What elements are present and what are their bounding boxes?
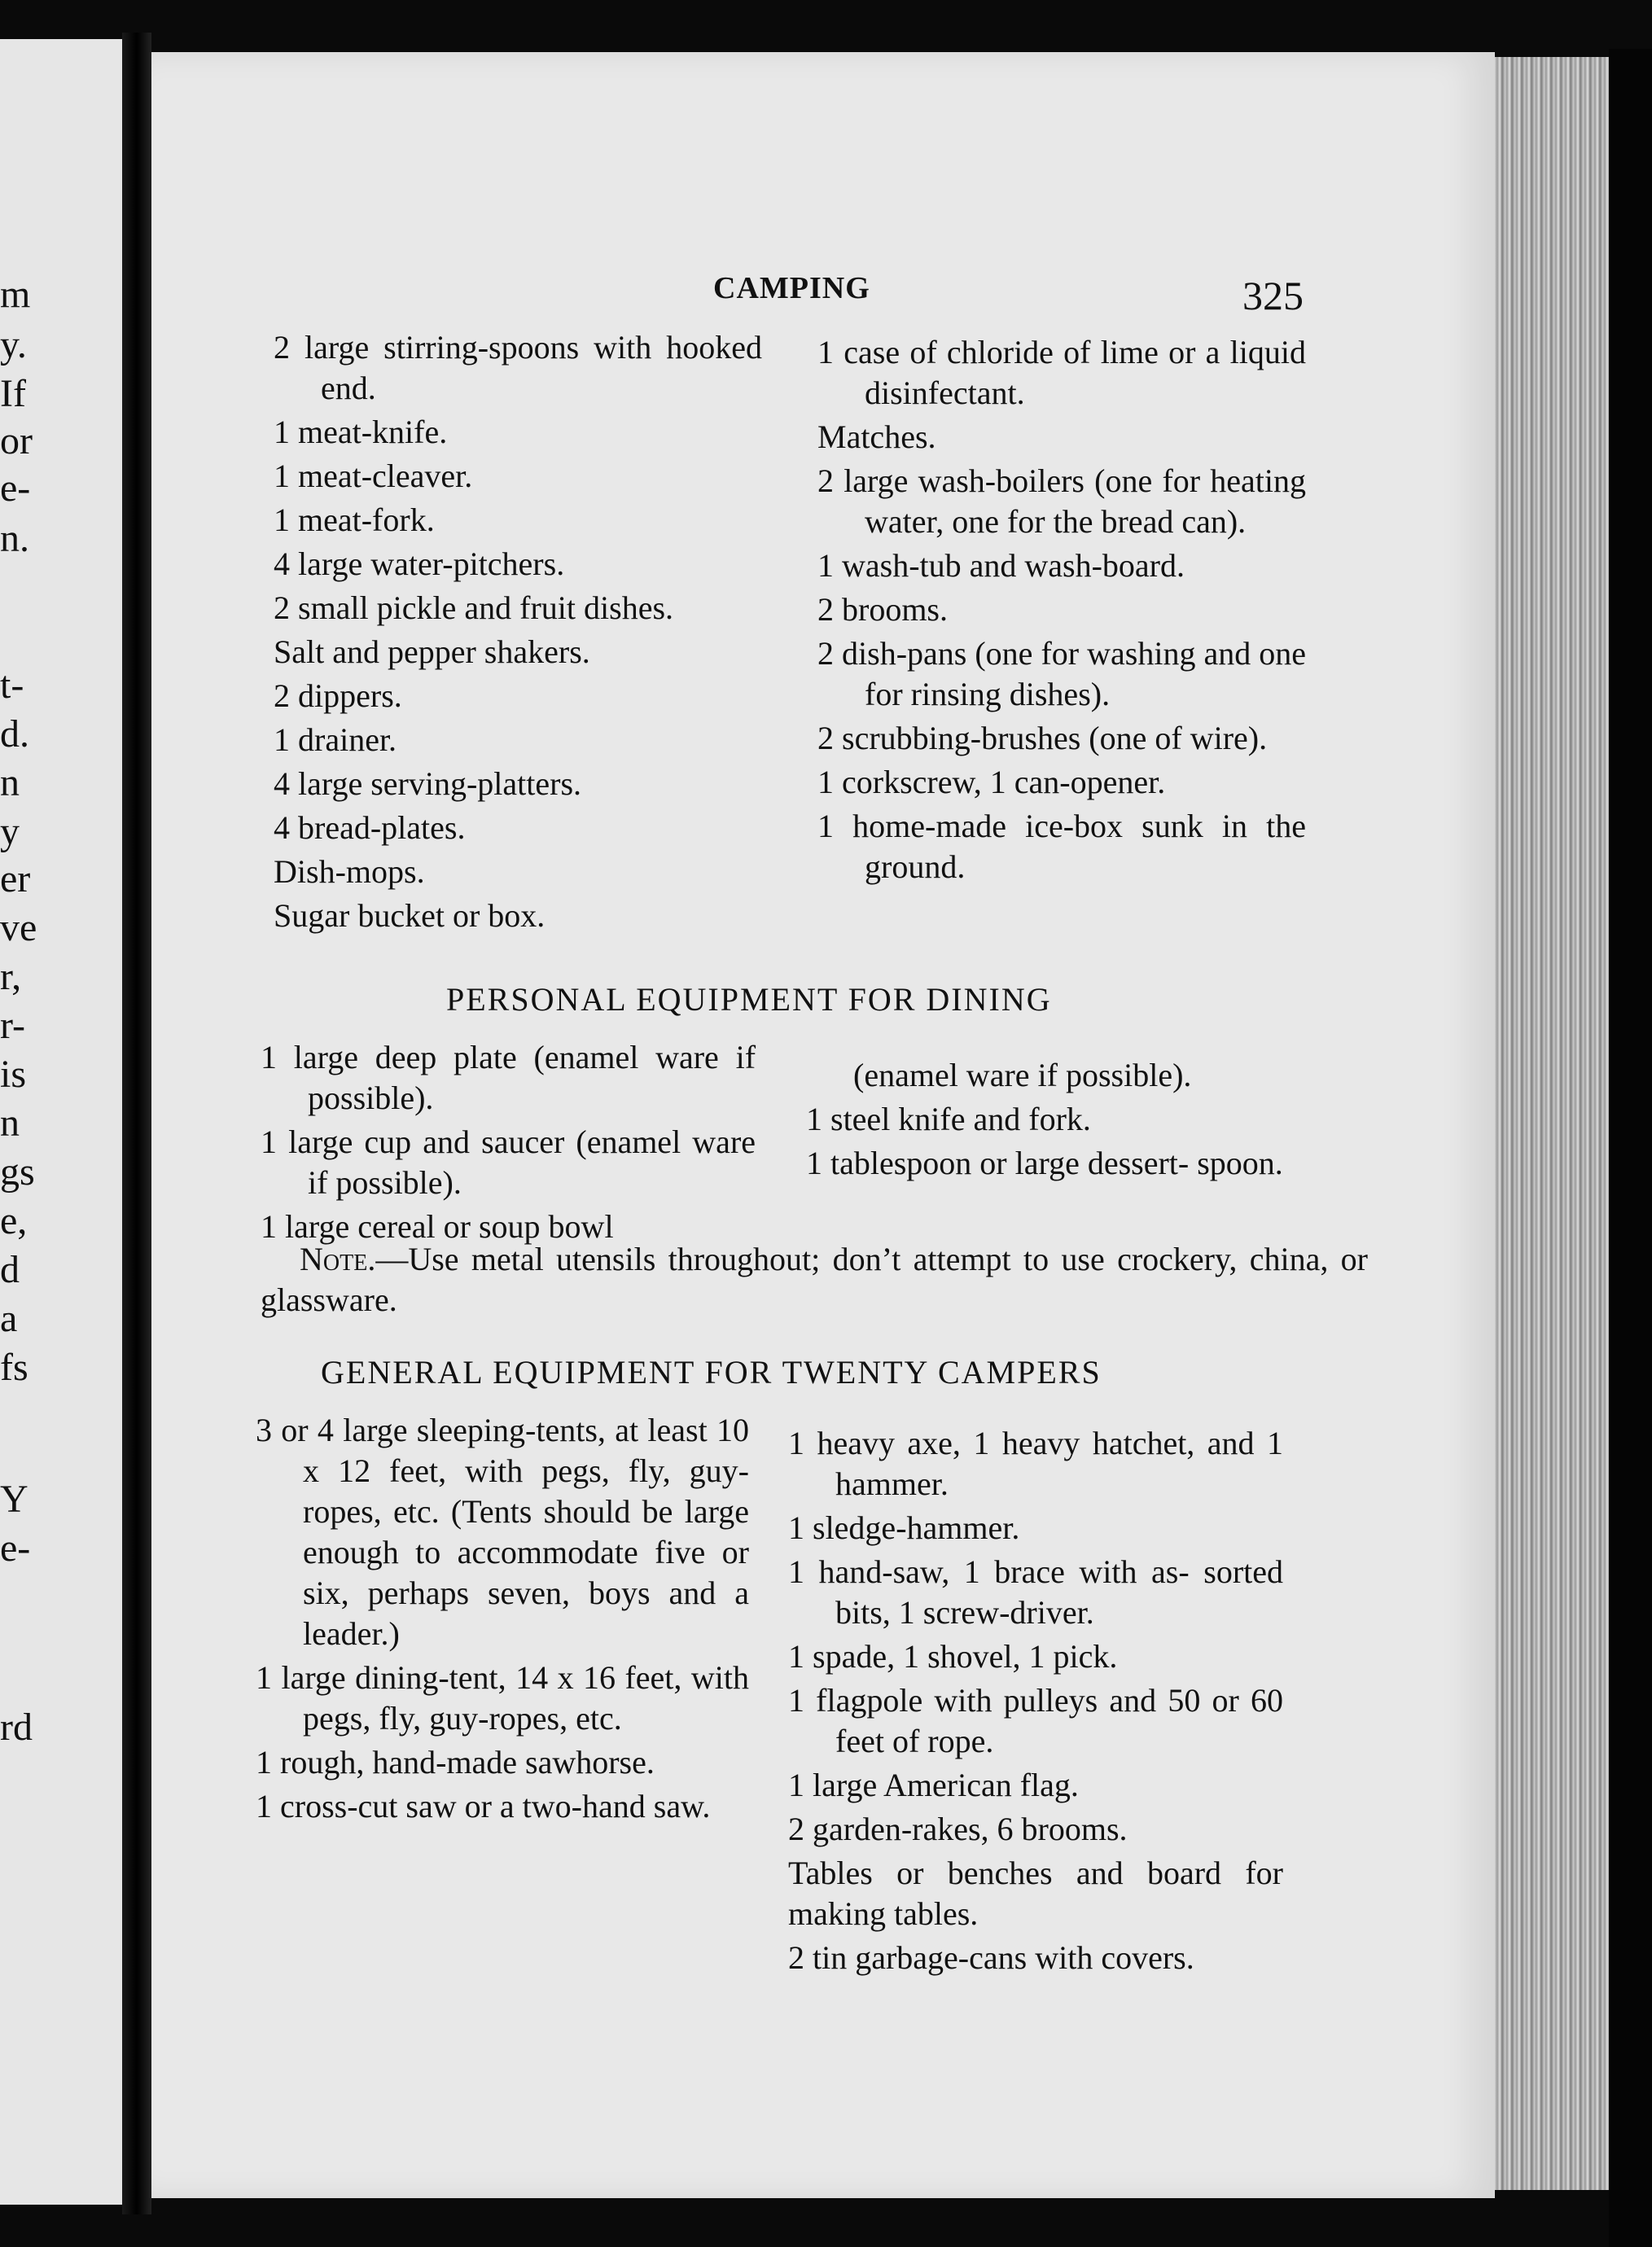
previous-page-text-fragment: er [0, 857, 31, 900]
list-item-text: 2 garden-rakes, 6 brooms. [788, 1811, 1128, 1847]
list-item [274, 500, 762, 541]
list-item [274, 720, 762, 760]
list-item-text: 4 bread-plates. [274, 809, 466, 846]
list-item-text: 2 dish-pans (one for washing [817, 635, 1196, 672]
list-item-text: 4 large water-pitchers. [274, 545, 565, 582]
list-item [817, 417, 1306, 458]
previous-page-text-fragment: d. [0, 712, 29, 756]
running-title: CAMPING [713, 271, 870, 305]
book-page [151, 52, 1495, 2198]
list-item [274, 808, 762, 848]
list-item-continuation: if possible). [308, 1039, 756, 1116]
list-item [817, 589, 1306, 630]
list-item [806, 1143, 1295, 1184]
previous-page-text-fragment: m [0, 273, 31, 316]
list-item-continuation: wire). [1190, 720, 1268, 756]
page-number: 325 [1242, 273, 1304, 318]
list-item-text: 1 wash-tub and wash-board. [817, 547, 1185, 584]
list-item [256, 1786, 749, 1827]
list-item-text: 2 large wash-boilers (one for [817, 462, 1201, 499]
list-item [788, 1809, 1283, 1850]
list-item-text: Salt and pepper shakers. [274, 633, 590, 670]
previous-page-text-fragment: e, [0, 1199, 28, 1242]
previous-page-text-fragment: r- [0, 1004, 26, 1047]
previous-page-text-fragment: t- [0, 664, 24, 707]
list-item-continuation: hooked end. [321, 329, 762, 406]
list-item-text: 1 hand-saw, 1 brace with as- [788, 1553, 1190, 1590]
list-item-text: 1 sledge-hammer. [788, 1509, 1020, 1546]
list-item-text: 1 case of chloride of lime or a [817, 334, 1220, 370]
list-item-text: 1 corkscrew, 1 can-opener. [817, 764, 1166, 800]
list-item [274, 544, 762, 585]
list-item-continuation: saw. [653, 1788, 711, 1824]
list-item-text: 1 rough, hand-made sawhorse. [256, 1744, 655, 1781]
previous-page-text-fragment: or [0, 419, 33, 462]
list-item-text: 2 brooms. [817, 591, 948, 628]
list-item-continuation: and one for rinsing dishes). [865, 635, 1307, 712]
list-item-text: 1 home-made ice-box sunk in [817, 808, 1247, 844]
list-item-continuation: sorted bits, 1 screw-driver. [835, 1553, 1284, 1631]
previous-page-text-fragment: n. [0, 517, 29, 560]
list-item-text: 1 large cup and saucer (enamel [261, 1124, 681, 1160]
previous-page-text-fragment: n [0, 761, 20, 804]
previous-page-edge [0, 39, 122, 2205]
list-item-continuation: for making tables. [788, 1855, 1283, 1932]
list-item [274, 456, 762, 497]
list-item-continuation: the ground. [865, 808, 1306, 885]
list-item [274, 588, 762, 629]
list-item [788, 1853, 1283, 1934]
list-item-continuation: spoon. [1197, 1145, 1283, 1181]
note-paragraph [261, 1239, 1368, 1321]
previous-page-text-fragment: n [0, 1102, 20, 1145]
list-item-text: 1 tablespoon or large dessert- [806, 1145, 1190, 1181]
list-item [274, 327, 762, 409]
list-item [817, 545, 1306, 586]
personal-list-left-column [261, 1037, 756, 1251]
list-item [817, 762, 1306, 803]
previous-page-text-fragment: ve [0, 906, 37, 949]
previous-page-text-fragment: fs [0, 1346, 28, 1389]
list-item-text: (enamel ware if possible). [853, 1057, 1192, 1093]
book-cover-edge [1609, 49, 1652, 2247]
list-item [261, 1037, 756, 1119]
list-item-text: 1 steel knife and fork. [806, 1101, 1091, 1137]
running-head [151, 270, 1495, 318]
list-item-text: 2 tin garbage-cans with covers. [788, 1939, 1194, 1976]
kitchen-list-left-column [274, 327, 762, 940]
list-item [274, 632, 762, 672]
list-item-continuation: liquid disinfectant. [865, 334, 1306, 411]
list-item [256, 1410, 749, 1654]
list-item [788, 1636, 1283, 1677]
list-item-text: 2 dippers. [274, 677, 402, 714]
list-item-text: Sugar bucket or box. [274, 897, 546, 934]
list-item-continuation: least 10 x 12 feet, with pegs, fly, guy-ropes, etc. (Tents should be large enough to accommodate five or six, perhaps seven, boys and a leader.) [303, 1412, 750, 1652]
previous-page-text-fragment: a [0, 1297, 18, 1340]
list-item [817, 806, 1306, 887]
previous-page-text-fragment: e- [0, 1526, 31, 1570]
previous-page-text-fragment: gs [0, 1150, 35, 1194]
list-item-text: 1 large deep plate (enamel ware [261, 1039, 719, 1075]
list-item-text: 1 heavy axe, 1 heavy hatchet, [788, 1425, 1195, 1461]
personal-equipment-heading: PERSONAL EQUIPMENT FOR DINING [446, 981, 1052, 1018]
general-list-left-column [256, 1410, 749, 1830]
previous-page-text-fragment: rd [0, 1706, 33, 1749]
previous-page-text-fragment: y [0, 810, 20, 853]
previous-page-text-fragment: e- [0, 466, 31, 510]
list-item-text: 1 flagpole with pulleys and 50 [788, 1682, 1201, 1719]
personal-list-right-column [806, 1055, 1295, 1187]
list-item [261, 1122, 756, 1203]
list-item [788, 1423, 1283, 1505]
list-item-text: 1 meat-cleaver. [274, 458, 473, 494]
list-item-text: 1 meat-knife. [274, 414, 448, 450]
list-item-text: Matches. [817, 418, 936, 455]
list-item [274, 764, 762, 804]
list-item-text: 2 scrubbing-brushes (one of [817, 720, 1182, 756]
note-text: —Use metal utensils throughout; don’t attempt to use crockery, china, or glassware. [261, 1241, 1368, 1318]
list-item [817, 633, 1306, 715]
list-item [256, 1658, 749, 1739]
list-item [817, 718, 1306, 759]
list-item-text: 1 drainer. [274, 721, 397, 758]
list-item [274, 412, 762, 453]
list-item [788, 1680, 1283, 1762]
list-item-continuation: ware if possible). [308, 1124, 756, 1201]
list-item [817, 461, 1306, 542]
list-item-text: 1 meat-fork. [274, 502, 435, 538]
list-item-continuation: or 60 feet of rope. [835, 1682, 1283, 1759]
general-list-right-column [788, 1423, 1283, 1982]
list-item [788, 1765, 1283, 1806]
list-item [788, 1938, 1283, 1978]
previous-page-text-fragment: d [0, 1248, 20, 1291]
list-item-text: Dish-mops. [274, 853, 425, 890]
list-item-text: Tables or benches and board [788, 1855, 1222, 1891]
list-item-text: 1 large cereal or soup bowl [261, 1208, 614, 1245]
list-item-text: 1 cross-cut saw or a two-hand [256, 1788, 646, 1824]
previous-page-text-fragment: If [0, 372, 26, 415]
list-item [274, 896, 762, 936]
list-item-text: 2 small pickle and fruit dishes. [274, 589, 674, 626]
list-item-continuation: and 1 hammer. [835, 1425, 1283, 1502]
list-item-continuation: with pegs, fly, guy-ropes, etc. [303, 1659, 750, 1737]
previous-page-text-fragment: Y [0, 1478, 28, 1521]
general-equipment-heading: GENERAL EQUIPMENT FOR TWENTY CAMPERS [321, 1354, 1102, 1391]
previous-page-text-fragment: is [0, 1053, 27, 1096]
list-item-text: 1 spade, 1 shovel, 1 pick. [788, 1638, 1118, 1675]
kitchen-list-right-column [817, 332, 1306, 891]
list-item [806, 1099, 1295, 1140]
list-item [817, 332, 1306, 414]
list-item-text: 3 or 4 large sleeping-tents, at [256, 1412, 639, 1448]
previous-page-text-fragment: r, [0, 955, 22, 998]
list-item [274, 676, 762, 716]
previous-page-text-fragment: y. [0, 323, 27, 366]
list-item-text: 1 large American flag. [788, 1767, 1079, 1803]
list-item-continuation: heating water, one for the bread can). [865, 462, 1306, 540]
list-item-text: 1 large dining-tent, 14 x 16 feet, [256, 1659, 682, 1696]
list-item [274, 852, 762, 892]
list-item [256, 1742, 749, 1783]
note-label: Note. [300, 1241, 376, 1277]
list-item [788, 1552, 1283, 1633]
list-item-text: 2 large stirring-spoons with [274, 329, 652, 366]
list-item [788, 1508, 1283, 1548]
page-edges [1495, 57, 1609, 2190]
list-item [806, 1055, 1295, 1096]
book-gutter [122, 33, 151, 2214]
list-item-text: 4 large serving-platters. [274, 765, 582, 802]
